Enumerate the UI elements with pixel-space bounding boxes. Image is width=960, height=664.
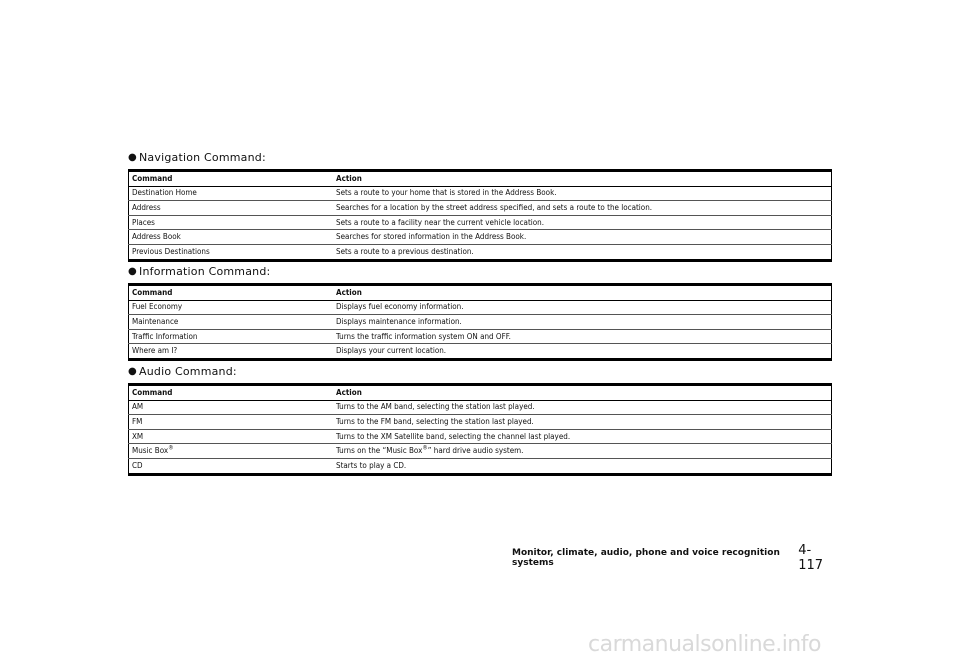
page-footer (512, 543, 832, 573)
table-row (129, 300, 832, 315)
action-cell: Turns the traffic information system ON and OFF. (333, 329, 832, 344)
command-cell: Traffic Information (129, 329, 334, 344)
audio-title: Audio Command: (139, 364, 237, 378)
information-table (128, 283, 832, 361)
registered-mark: ® (168, 444, 174, 452)
command-cell: Places (129, 215, 334, 230)
action-cell: Sets a route to a previous destination. (336, 246, 474, 256)
command-cell: FM (129, 415, 334, 430)
table-row (129, 400, 832, 415)
bullet-icon: ● (128, 365, 137, 377)
action-cell: Turns to the XM Satellite band, selecting the channel last played. (333, 429, 832, 444)
watermark: carmanualsonline.info (588, 632, 821, 657)
table-row (129, 458, 832, 474)
table-header-row (129, 385, 832, 401)
action-cell (333, 444, 832, 459)
column-header: Action (333, 285, 832, 301)
bullet-icon: ● (128, 151, 137, 163)
table-row (129, 215, 832, 230)
action-cell: Displays maintenance information. (333, 315, 832, 330)
table-row (129, 344, 832, 360)
table-row (129, 201, 832, 216)
action-cell: Displays your current location. (336, 346, 447, 356)
action-cell: Turns to the FM band, selecting the station last played. (333, 415, 832, 430)
section-title (128, 149, 832, 165)
audio-table (128, 383, 832, 476)
action-cell: Turns to the AM band, selecting the station last played. (333, 400, 832, 415)
column-header: Action (333, 171, 832, 187)
command-cell: AM (129, 400, 334, 415)
column-header: Command (129, 285, 334, 301)
command-cell (129, 444, 334, 459)
action-cell: Starts to play a CD. (336, 460, 407, 470)
action-cell: Sets a route to a facility near the current vehicle location. (333, 215, 832, 230)
footer-chapter-title: Monitor, climate, audio, phone and voice recognition systems (512, 548, 780, 568)
action-cell: Searches for a location by the street address specified, and sets a route to the location. (333, 201, 832, 216)
table-row (129, 230, 832, 245)
music-box-label: Music Box (132, 446, 169, 456)
column-header: Action (333, 385, 832, 401)
information-title: Information Command: (139, 264, 271, 278)
column-header: Command (129, 385, 334, 401)
table-row (129, 429, 832, 444)
page-number: 4-117 (798, 543, 824, 573)
section-title (128, 363, 832, 379)
section-title (128, 263, 832, 279)
command-cell: Address (129, 201, 334, 216)
table-row (129, 315, 832, 330)
information-section (128, 263, 832, 361)
command-cell: Where am I? (132, 346, 178, 356)
action-cell: Searches for stored information in the Address Book. (333, 230, 832, 245)
navigation-table (128, 169, 832, 262)
command-cell: Fuel Economy (129, 300, 334, 315)
music-box-action-prefix: Turns on the “Music Box (336, 446, 423, 456)
navigation-section (128, 149, 832, 262)
command-cell: XM (129, 429, 334, 444)
table-row (129, 186, 832, 201)
action-cell: Displays fuel economy information. (333, 300, 832, 315)
command-cell: Previous Destinations (132, 246, 210, 256)
command-cell: Destination Home (129, 186, 334, 201)
bullet-icon: ● (128, 265, 137, 277)
table-header-row (129, 171, 832, 187)
table-row (129, 415, 832, 430)
table-row (129, 329, 832, 344)
audio-section (128, 363, 832, 476)
command-cell: Address Book (129, 230, 334, 245)
table-row (129, 444, 832, 459)
column-header: Command (129, 171, 334, 187)
table-row (129, 244, 832, 260)
navigation-title: Navigation Command: (139, 150, 266, 164)
music-box-action-suffix: ” hard drive audio system. (427, 446, 524, 456)
command-cell: Maintenance (129, 315, 334, 330)
registered-mark: ® (422, 444, 428, 452)
command-cell: CD (132, 460, 143, 470)
action-cell: Sets a route to your home that is stored in the Address Book. (333, 186, 832, 201)
table-header-row (129, 285, 832, 301)
